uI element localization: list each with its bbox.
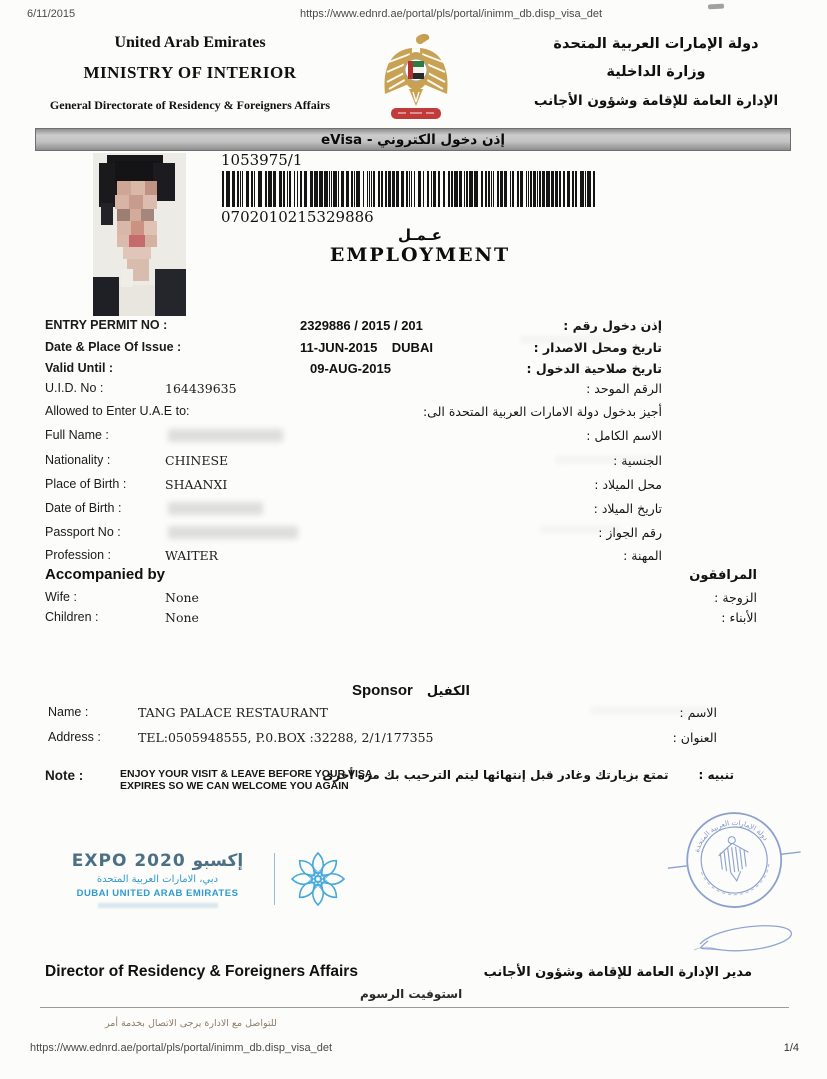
sponsor-title-group [352, 682, 470, 699]
field-label: U.I.D. No : [45, 381, 104, 395]
field-label-ar: محل الميلاد : [594, 477, 662, 492]
field-label-ar: تاريخ صلاحية الدخول : [526, 361, 662, 376]
print-date: 6/11/2015 [27, 8, 76, 20]
director-title: Director of Residency & Foreigners Affairs [45, 963, 358, 980]
note-line2: EXPIRES SO WE CAN WELCOME YOU AGAIN [120, 779, 349, 792]
field-label: Children : [45, 610, 99, 624]
field-row-allowed-to-enter [0, 404, 827, 424]
field-label-ar: الأبناء : [721, 610, 757, 625]
expo-flower-icon [289, 850, 347, 908]
redacted-value [168, 502, 263, 515]
redacted-value [168, 429, 283, 442]
barcode-number: 0702010215329886 [221, 208, 374, 226]
director-title-ar: مدير الإدارة العامة للإقامة وشؤون الأجانب [483, 965, 752, 980]
field-value: 09-AUG-2015 [310, 361, 391, 376]
field-value: CHINESE [165, 453, 229, 468]
field-label: Name : [48, 705, 89, 719]
field-row-passport-no [0, 525, 827, 545]
scan-bleed-artifact [590, 706, 710, 715]
fees-collected-text: استوفيت الرسوم [360, 987, 463, 1001]
field-value: TANG PALACE RESTAURANT [138, 705, 328, 720]
expo-faint-line [98, 903, 218, 908]
field-row-nationality [0, 453, 827, 473]
directorate-name-ar: الإدارة العامة للإقامة وشؤون الأجانب [533, 93, 779, 109]
field-row-place-of-birth [0, 477, 827, 497]
visa-type-arabic: عـمـل [398, 226, 442, 244]
scan-bleed-artifact [555, 455, 655, 464]
field-label: Address : [48, 730, 101, 744]
field-label-ar: المهنة : [623, 548, 662, 563]
sponsor-title: Sponsor [352, 682, 413, 699]
accompanied-by-title: Accompanied by [45, 566, 166, 583]
scan-smudge [708, 4, 724, 10]
field-label-ar: العنوان : [672, 730, 717, 745]
field-row-full-name [0, 428, 827, 448]
field-value: SHAANXI [165, 477, 228, 492]
field-label-ar: إذن دخول رقم : [563, 318, 662, 333]
field-row-wife [0, 590, 827, 610]
scan-bleed-artifact [540, 525, 620, 534]
field-row-profession [0, 548, 827, 568]
field-label: Valid Until : [45, 361, 114, 375]
field-value: TEL:0505948555, P.0.BOX :32288, 2/1/177355 [138, 730, 434, 745]
field-row-entry-permit-no [0, 318, 827, 338]
field-row-uid-no [0, 381, 827, 401]
country-name: United Arab Emirates [114, 34, 266, 51]
note-line1: ENJOY YOUR VISIT & LEAVE BEFORE YOUR VISA [120, 768, 373, 780]
footer-divider [40, 1007, 789, 1008]
directorate-name: General Directorate of Residency & Foreigners Affairs [49, 98, 331, 112]
accompanied-by-title-ar: المرافقون [689, 568, 757, 583]
field-label: ENTRY PERMIT NO : [45, 318, 168, 332]
barcode-svg [220, 171, 602, 207]
visa-file-number: 1053975/1 [221, 151, 303, 169]
evisa-banner-title: إذن دخول الكتروني - eVisa [320, 131, 506, 148]
expo-subtitle-ar: دبي، الامارات العربية المتحدة [96, 873, 219, 885]
field-label: Profession : [45, 548, 112, 562]
field-label: Nationality : [45, 453, 111, 467]
field-label: Allowed to Enter U.A.E to: [45, 404, 190, 418]
redacted-value [168, 526, 298, 539]
scan-bleed-artifact [520, 335, 610, 344]
visa-type-english: EMPLOYMENT [329, 244, 511, 266]
field-label-ar: رقم الجواز : [598, 525, 662, 540]
field-label: Passport No : [45, 525, 121, 539]
field-label: Place of Birth : [45, 477, 127, 491]
stamp-circle-text: دولة الإمارات العربية المتحدة [692, 818, 770, 854]
field-row-valid-until [0, 361, 827, 381]
field-row-sponsor-address [0, 730, 827, 750]
barcode [220, 171, 602, 212]
field-row-date-of-birth [0, 501, 827, 521]
page-number: 1/4 [783, 1042, 799, 1054]
field-value: 164439635 [165, 381, 237, 396]
field-value: 11-JUN-2015 DUBAI [300, 340, 433, 355]
field-label: Wife : [45, 590, 77, 604]
field-row-children [0, 610, 827, 630]
field-value: WAITER [165, 548, 219, 563]
field-value: 2329886 / 2015 / 201 [300, 318, 423, 333]
field-label-ar: تاريخ ومحل الاصدار : [533, 340, 662, 355]
print-url: https://www.ednrd.ae/portal/pls/portal/inimm_db.disp_visa_det [300, 8, 603, 20]
field-label: Date of Birth : [45, 501, 122, 515]
note-label: Note : [45, 768, 84, 783]
field-label-ar: الاسم الكامل : [586, 428, 662, 443]
field-label-ar: تاريخ الميلاد : [593, 501, 662, 516]
letterhead-english [40, 34, 340, 113]
expo-divider [274, 853, 275, 905]
expo-logo-text [55, 851, 260, 908]
expo-title: EXPO 2020 إكسبو [71, 850, 244, 871]
field-label-ar: أجيز بدخول دولة الامارات العربية المتحدة الى: [422, 404, 662, 419]
note-label-ar: تنبيه : [698, 768, 734, 782]
country-name-ar: دولة الإمارات العربية المتحدة [553, 36, 759, 52]
evisa-banner [35, 128, 791, 151]
field-label-ar: الجنسية : [613, 453, 662, 468]
uae-falcon-emblem-icon [376, 30, 456, 129]
field-value: None [165, 610, 199, 625]
ministry-name: MINISTRY OF INTERIOR [83, 63, 297, 82]
applicant-photo [93, 153, 186, 316]
field-label: Full Name : [45, 428, 109, 442]
letterhead-arabic [521, 36, 791, 109]
expo2020-logo [55, 850, 347, 908]
field-row-date-place-of-issue [0, 340, 827, 360]
note-text-arabic [322, 768, 734, 782]
signature [688, 916, 800, 967]
official-stamp [661, 798, 809, 934]
field-label-ar: الرقم الموحد : [586, 381, 662, 396]
field-label-ar: الاسم : [679, 705, 717, 720]
footer-url: https://www.ednrd.ae/portal/pls/portal/inimm_db.disp_visa_det [30, 1042, 333, 1054]
field-value: None [165, 590, 199, 605]
expo-subtitle-en: DUBAI UNITED ARAB EMIRATES [76, 887, 239, 899]
sponsor-title-ar: الكفيل [426, 684, 471, 699]
note-text-ar: تمتع بزيارتك وغادر قبل إنتهائها ليتم الترحيب بك مرة أخرى [322, 768, 669, 782]
field-label: Date & Place Of Issue : [45, 340, 182, 354]
field-label-ar: الزوجة : [714, 590, 757, 605]
ministry-name-ar: وزارة الداخلية [606, 64, 706, 80]
contact-note-ar: للتواصل مع الادارة يرجى الاتصال بخدمة أمر [105, 1018, 277, 1029]
